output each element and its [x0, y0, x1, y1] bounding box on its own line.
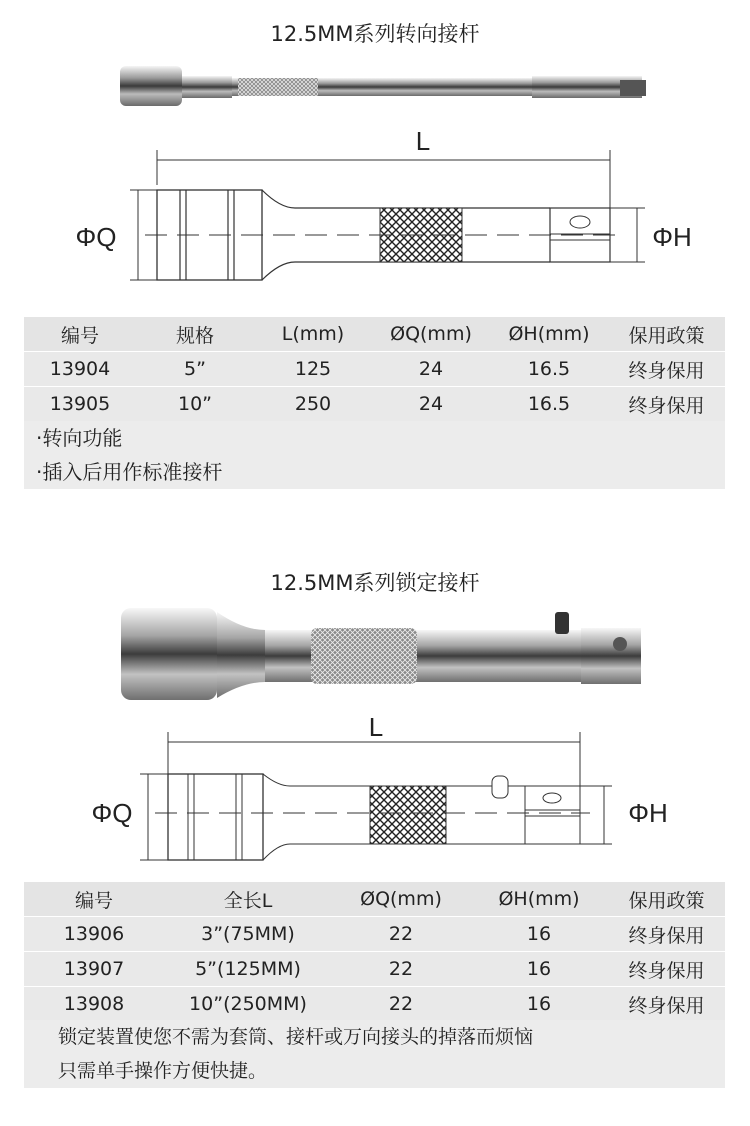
table-row — [24, 917, 725, 952]
cell-h: 16 — [526, 993, 552, 1015]
locking-extension-photo — [115, 600, 655, 710]
cell-part-no: 13906 — [63, 923, 125, 945]
table-row — [24, 952, 725, 987]
cell-warranty: 终身保用 — [628, 994, 705, 1017]
dim-label-H: ΦH — [652, 222, 692, 252]
header-cell: 全长L — [223, 889, 273, 912]
section2-title: 12.5MM系列锁定接杆 — [270, 571, 480, 595]
feature-notes-2 — [24, 1020, 725, 1088]
cell-part-no: 13904 — [49, 358, 111, 380]
note-item: 锁定装置使您不需为套筒、接杆或万向接头的掉落而烦恼 — [58, 1026, 534, 1048]
swivel-extension-photo — [110, 58, 660, 128]
table-row — [24, 987, 725, 1022]
dim-label-Q: ΦQ — [91, 798, 133, 828]
cell-q: 24 — [418, 358, 444, 380]
table-row — [24, 352, 725, 387]
dim-label-Q: ΦQ — [75, 222, 117, 252]
header-cell: ØH(mm) — [498, 888, 580, 910]
cell-length: 3”(75MM) — [201, 923, 295, 945]
cell-q: 22 — [388, 923, 414, 945]
header-cell: 规格 — [175, 324, 214, 347]
locking-extension-diagram — [0, 712, 750, 872]
cell-warranty: 终身保用 — [628, 924, 705, 947]
header-cell: 保用政策 — [628, 889, 705, 912]
cell-h: 16 — [526, 958, 552, 980]
cell-q: 24 — [418, 393, 444, 415]
cell-length: 10”(250MM) — [189, 993, 307, 1015]
note-item: ·转向功能 — [36, 426, 123, 450]
cell-warranty: 终身保用 — [628, 394, 705, 417]
spec-table-2 — [24, 882, 725, 1021]
header-cell: 编号 — [74, 889, 113, 912]
cell-spec: 10” — [177, 393, 213, 415]
section1-title: 12.5MM系列转向接杆 — [270, 22, 480, 46]
table-header-row — [24, 317, 725, 352]
table-header-row — [24, 882, 725, 917]
dim-label-L: L — [368, 712, 384, 742]
dim-label-L: L — [415, 130, 431, 156]
header-cell: 保用政策 — [628, 324, 705, 347]
feature-notes-1 — [24, 421, 725, 489]
cell-warranty: 终身保用 — [628, 959, 705, 982]
header-cell: 编号 — [60, 324, 99, 347]
cell-part-no: 13908 — [63, 993, 125, 1015]
cell-part-no: 13905 — [49, 393, 111, 415]
spec-table-1 — [24, 317, 725, 421]
note-item: 只需单手操作方便快捷。 — [58, 1060, 268, 1082]
cell-h: 16 — [526, 923, 552, 945]
header-cell: L(mm) — [281, 323, 345, 345]
note-item: ·插入后用作标准接杆 — [36, 460, 223, 484]
cell-h: 16.5 — [527, 358, 571, 380]
header-cell: ØH(mm) — [508, 323, 590, 345]
cell-q: 22 — [388, 958, 414, 980]
cell-part-no: 13907 — [63, 958, 125, 980]
cell-length: 250 — [294, 393, 332, 415]
cell-spec: 5” — [184, 358, 206, 380]
table-row — [24, 387, 725, 422]
dim-label-H: ΦH — [628, 798, 668, 828]
cell-warranty: 终身保用 — [628, 359, 705, 382]
cell-h: 16.5 — [527, 393, 571, 415]
header-cell: ØQ(mm) — [390, 323, 472, 345]
cell-length: 5”(125MM) — [195, 958, 301, 980]
header-cell: ØQ(mm) — [360, 888, 442, 910]
cell-q: 22 — [388, 993, 414, 1015]
cell-length: 125 — [294, 358, 332, 380]
swivel-extension-diagram — [0, 130, 750, 300]
